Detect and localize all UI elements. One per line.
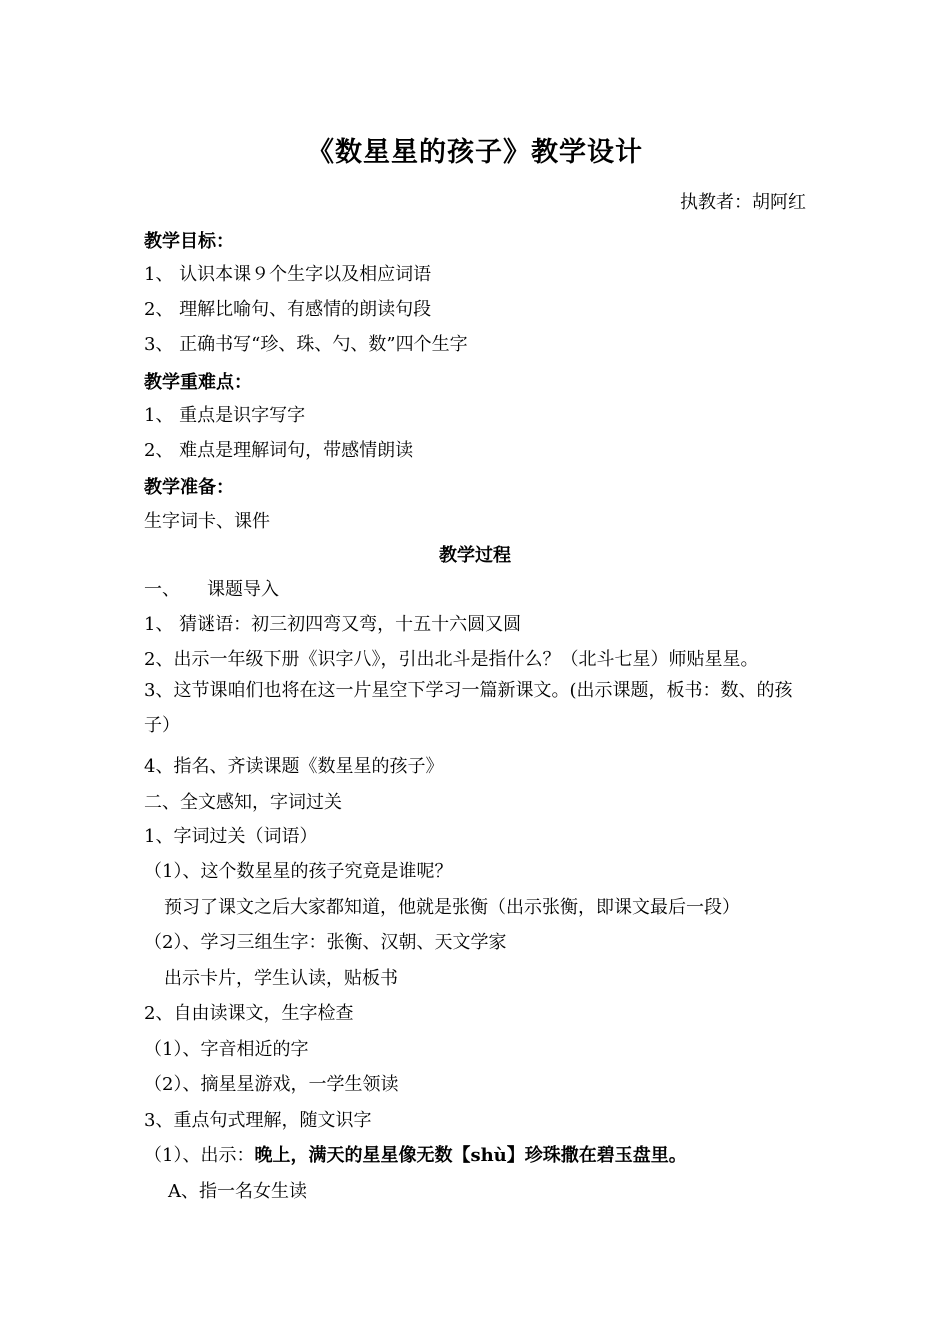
objective-item: 3、 正确书写“珍、珠、勺、数”四个生字 (144, 334, 468, 355)
prep-heading: 教学准备： (144, 477, 234, 498)
example-prefix: （1）、出示： (144, 1145, 255, 1166)
section-heading: 二、全文感知，字词过关 (144, 792, 342, 813)
process-line: 出示卡片，学生认读，贴板书 (164, 968, 398, 989)
key-point-item: 2、 难点是理解词句，带感情朗读 (144, 440, 414, 461)
process-line: （1）、这个数星星的孩子究竟是谁呢？ (144, 861, 453, 882)
process-line: 1、字词过关（词语） (144, 826, 318, 847)
process-line: A、指一名女生读 (168, 1181, 307, 1202)
document-title: 《数星星的孩子》教学设计 (307, 137, 643, 168)
process-line: 3、这节课咱们也将在这一片星空下学习一篇新课文。(出示课题，板书：数、的孩子） (144, 680, 793, 736)
example-line (144, 1141, 687, 1167)
process-heading: 教学过程 (439, 545, 511, 566)
prep-text: 生字词卡、课件 (144, 511, 270, 532)
process-line: 2、出示一年级下册《识字八》，引出北斗是指什么？（北斗七星）师贴星星。 (144, 649, 759, 670)
process-line: （2）、摘星星游戏，一学生领读 (144, 1074, 399, 1095)
section-heading: 一、 课题导入 (144, 579, 279, 600)
process-line: 2、自由读课文，生字检查 (144, 1003, 354, 1024)
process-line: 1、 猜谜语：初三初四弯又弯，十五十六圆又圆 (144, 614, 522, 635)
key-point-item: 1、 重点是识字写字 (144, 405, 306, 426)
key-points-heading: 教学重难点： (144, 372, 252, 393)
process-line: （1）、字音相近的字 (144, 1039, 309, 1060)
objective-item: 2、 理解比喻句、有感情的朗读句段 (144, 299, 432, 320)
example-sentence: 晚上，满天的星星像无数【shù】珍珠撒在碧玉盘里。 (254, 1145, 687, 1166)
author-line: 执教者：胡阿红 (680, 192, 806, 213)
process-line: （2）、学习三组生字：张衡、汉朝、天文学家 (144, 932, 507, 953)
objective-item: 1、 认识本课９个生字以及相应词语 (144, 264, 432, 285)
process-line: 4、指名、齐读课题《数星星的孩子》 (144, 756, 444, 777)
process-line: 预习了课文之后大家都知道，他就是张衡（出示张衡，即课文最后一段） (164, 897, 740, 918)
objectives-heading: 教学目标： (144, 231, 234, 252)
process-line: 3、重点句式理解，随文识字 (144, 1110, 372, 1131)
